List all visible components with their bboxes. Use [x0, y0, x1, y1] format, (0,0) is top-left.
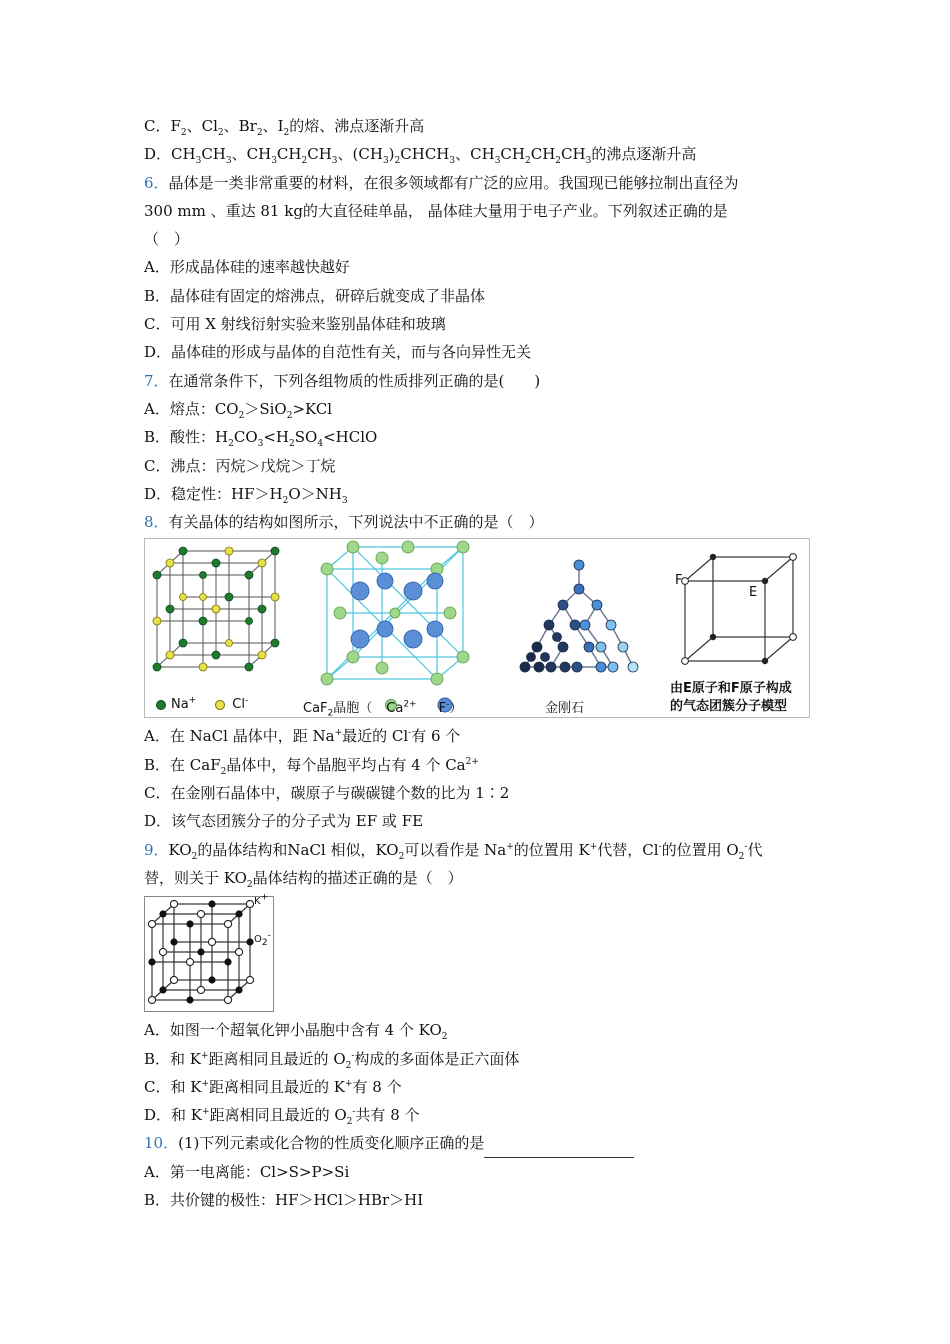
text: C．F [144, 117, 181, 135]
text: ) [388, 145, 395, 164]
text: ＞SiO [244, 399, 287, 418]
text: Ca [386, 701, 404, 717]
text: (1)下列元素或化合物的性质变化顺序正确的是 [178, 1134, 485, 1153]
question-number: 7． [144, 371, 169, 390]
text: O＞NH [288, 484, 342, 503]
text: >KCl [292, 399, 333, 418]
question-number: 10． [144, 1134, 179, 1153]
text: K [254, 896, 261, 908]
ko2-lattice-diagram [144, 896, 274, 1012]
subscript: 4 [317, 439, 324, 450]
text: 可以看作是 Na [404, 840, 507, 859]
diamond-caption: 金刚石 [545, 701, 585, 717]
q9-stem-line2 [144, 864, 814, 892]
text: KO [168, 840, 192, 859]
superscript: - [244, 696, 249, 707]
q7-option-d [144, 480, 814, 508]
subscript: 3 [225, 156, 232, 167]
text: O [254, 934, 262, 946]
q8-option-b [144, 751, 814, 779]
q8-option-c: C．在金刚石晶体中，碳原子与碳碳键个数的比为 1∶2 [144, 784, 510, 803]
subscript: 2 [346, 1117, 353, 1128]
subscript: 2 [238, 410, 245, 421]
nacl-structure-diagram [145, 539, 295, 717]
subscript: 2 [261, 938, 268, 949]
text: A．如图一个超氧化钾小晶胞中含有 4 个 KO [144, 1021, 442, 1040]
text: 共有 8 个 [355, 1106, 420, 1125]
subscript: 3 [341, 495, 348, 506]
question-number: 9． [144, 840, 169, 859]
superscript: - [446, 700, 450, 711]
q6-stem-line2: 300 mm 、重达 81 kg的大直径硅单晶， 晶体硅大量用于电子产业。下列叙述正确的是 [144, 201, 728, 220]
text: CaF [303, 701, 328, 717]
text: CH [201, 145, 226, 164]
superscript: - [352, 1107, 356, 1118]
subscript: 3 [331, 156, 338, 167]
q9-stem-line1 [144, 836, 814, 864]
caf2-structure-diagram [305, 539, 495, 720]
text: 替，则关于 KO [144, 868, 247, 887]
text: 的晶体结构和NaCl 相似，KO [197, 840, 399, 859]
superscript: + [344, 1078, 353, 1089]
text: CH [307, 145, 332, 164]
q9-option-b [144, 1045, 814, 1073]
cluster-label-f: F [675, 573, 683, 589]
text: CO [233, 428, 258, 447]
subscript: 2 [738, 851, 745, 862]
text: 距离相同且最近的 O [208, 1049, 346, 1068]
text: F [438, 701, 447, 717]
cluster-caption-line1: 由E原子和F原子构成 [670, 681, 792, 697]
superscript: + [589, 841, 598, 852]
ko2-structure-figure [144, 892, 274, 1012]
subscript: 2 [246, 879, 253, 890]
cluster-label-e: E [749, 585, 758, 601]
crystal-structures-figure [144, 538, 810, 718]
text: ） [449, 701, 463, 717]
text: CH [276, 145, 302, 164]
q9-option-a [144, 1016, 814, 1044]
text: <HClO [323, 428, 378, 447]
text: SO [294, 428, 318, 447]
subscript: 3 [257, 439, 264, 450]
subscript: 2 [327, 709, 334, 720]
q10-stem [144, 1129, 814, 1157]
q6-option-d: D．晶体硅的形成与晶体的自范性有关，而与各向异性无关 [144, 343, 532, 362]
text: C．和 K [144, 1077, 202, 1096]
text: 、Br [223, 117, 257, 135]
subscript: 2 [286, 410, 293, 421]
text: CH [530, 145, 556, 164]
answer-blank[interactable] [484, 1143, 634, 1158]
q7-stem [144, 367, 814, 395]
superscript: - [351, 1050, 355, 1061]
subscript: 2 [217, 128, 224, 138]
q7-option-c: C．沸点：丙烷＞戊烷＞丁烷 [144, 456, 336, 475]
q6-stem-line3: （ ） [144, 230, 190, 249]
text: 在通常条件下，下列各组物质的性质排列正确的是( ) [168, 371, 541, 390]
superscript: - [744, 841, 748, 852]
cl-label: Cl [232, 697, 245, 713]
text: A．在 NaCl 晶体中，距 Na [144, 727, 335, 746]
q8-option-d: D．该气态团簇分子的分子式为 EF 或 FE [144, 812, 424, 831]
superscript: 2+ [403, 700, 417, 711]
superscript: + [188, 696, 197, 707]
superscript: - [658, 841, 662, 852]
text: CH [561, 145, 586, 164]
subscript: 3 [382, 156, 389, 167]
text: 有 8 个 [352, 1077, 402, 1096]
text: 晶体结构的描述正确的是（ ） [252, 868, 463, 887]
text: 代替，Cl [597, 840, 659, 859]
text: 的沸点逐渐升高 [591, 145, 697, 164]
ko2-label-k [254, 892, 269, 908]
text: D．稳定性：HF＞H [144, 484, 283, 503]
text: <H [263, 428, 290, 447]
text: 的位置用 K [513, 840, 590, 859]
diamond-structure-diagram [505, 539, 645, 717]
subscript: 3 [494, 156, 501, 167]
subscript: 2 [345, 1060, 352, 1071]
subscript: 3 [449, 156, 456, 167]
text: B．和 K [144, 1049, 201, 1068]
q6-stem-line1 [144, 169, 814, 197]
cluster-caption-line2: 的气态团簇分子模型 [670, 699, 788, 715]
question-number: 8． [144, 513, 169, 532]
q8-stem [144, 508, 814, 536]
subscript: 2 [228, 439, 234, 450]
subscript: 3 [271, 156, 277, 167]
text: 有关晶体的结构如图所示，下列说法中不正确的是（ ） [168, 513, 544, 532]
text: 距离相同且最近的 K [209, 1077, 345, 1096]
caf2-legend [303, 697, 463, 720]
subscript: 2 [301, 156, 308, 167]
superscript: 2+ [465, 756, 479, 767]
q6-option-a: A．形成晶体硅的速率越快越好 [144, 258, 350, 277]
subscript: 2 [191, 851, 198, 862]
subscript: 2 [394, 156, 401, 167]
text: 晶体中，每个晶胞平均占有 4 个 Ca [226, 755, 466, 774]
superscript: + [260, 892, 269, 903]
text: 晶胞（ [333, 701, 373, 717]
ko2-label-o2 [254, 930, 271, 949]
q7-option-a [144, 395, 814, 423]
na-label: Na [171, 697, 189, 713]
superscript: - [408, 728, 412, 739]
subscript: 2 [282, 495, 289, 506]
text: B．酸性：H [144, 428, 229, 447]
subscript: 3 [585, 156, 592, 167]
text: 、(CH [337, 145, 383, 164]
subscript: 2 [220, 766, 227, 777]
q6-option-c: C．可用 X 射线衍射实验来鉴别晶体硅和玻璃 [144, 315, 446, 334]
superscript: + [202, 1107, 210, 1118]
text: B．在 CaF [144, 755, 221, 774]
q9-option-d [144, 1101, 814, 1129]
question-number: 6． [144, 173, 169, 192]
superscript: - [267, 930, 271, 941]
q10-option-b: B．共价键的极性：HF＞HCl＞HBr＞HI [144, 1191, 424, 1210]
text: 构成的多面体是正六面体 [354, 1049, 520, 1068]
subscript: 2 [441, 1032, 448, 1043]
q5-option-d [144, 140, 814, 168]
text: 最近的 Cl [342, 727, 409, 746]
text: A．熔点：CO [144, 399, 239, 418]
q5-option-c [144, 112, 814, 140]
text: 有 6 个 [411, 727, 461, 746]
text: D．CH [144, 145, 196, 164]
text: 、CH [455, 145, 495, 164]
subscript: 2 [398, 851, 405, 862]
text: 、CH [231, 145, 272, 164]
subscript: 2 [283, 128, 290, 138]
q9-option-c [144, 1073, 814, 1101]
q6-option-b: B．晶体硅有固定的熔沸点，研碎后就变成了非晶体 [144, 286, 486, 305]
text: 代 [747, 840, 763, 859]
text: 、I [262, 117, 284, 135]
exam-page [144, 112, 814, 1214]
subscript: 3 [195, 156, 202, 167]
superscript: + [201, 1050, 209, 1061]
text: CHCH [400, 145, 450, 164]
superscript: + [506, 841, 514, 852]
q7-option-b [144, 423, 814, 451]
subscript: 2 [180, 128, 187, 138]
text: D．和 K [144, 1106, 203, 1125]
text: 、Cl [186, 117, 218, 135]
q8-option-a [144, 722, 814, 750]
superscript: + [334, 728, 343, 739]
text: CH [500, 145, 525, 164]
text: 距离相同且最近的 O [209, 1106, 347, 1125]
text: 的位置用 O [661, 840, 739, 859]
nacl-legend [171, 697, 248, 712]
subscript: 2 [256, 128, 263, 138]
subscript: 2 [289, 439, 295, 450]
text: 的熔、沸点逐渐升高 [289, 117, 425, 135]
q10-option-a: A．第一电离能：Cl>S>P>Si [144, 1162, 350, 1181]
superscript: + [201, 1078, 209, 1089]
subscript: 2 [555, 156, 562, 167]
text: 晶体是一类非常重要的材料，在很多领域都有广泛的应用。我国现已能够拉制出直径为 [168, 173, 739, 192]
subscript: 2 [524, 156, 531, 167]
